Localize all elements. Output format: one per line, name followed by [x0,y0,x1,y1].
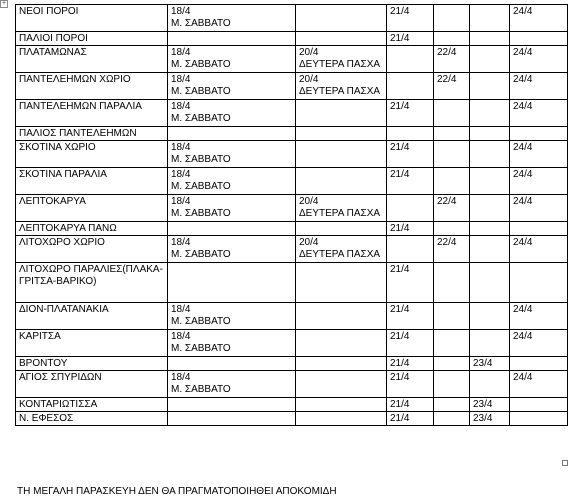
date-cell-6 [510,222,568,236]
date-value: 21/4 [390,372,410,383]
day-label: Μ. ΣΑΒΒΑΤΟ [171,113,231,124]
date-value: 21/4 [390,101,410,112]
date-cell-6 [510,195,568,222]
location-name: ΛΙΤΟΧΩΡΟ ΠΑΡΑΛΙΕΣ(ΠΛΑΚΑ-ΓΡΙΤΣΑ-ΒΑΡΙΚΟ) [19,264,163,287]
location-name: ΠΛΑΤΑΜΩΝΑΣ [19,47,87,58]
location-cell [16,398,168,412]
day-label: Μ. ΣΑΒΒΑΤΟ [171,18,231,29]
date-value: 20/4 [299,74,319,85]
day-label: Μ. ΣΑΒΒΑΤΟ [171,59,231,70]
date-value: 21/4 [390,169,410,180]
date-cell-3 [387,46,434,73]
location-name: ΠΑΝΤΕΛΕΗΜΩΝ ΧΩΡΙΟ [19,74,131,85]
table-row [16,330,568,357]
date-value: 21/4 [390,33,410,44]
date-cell-6 [510,46,568,73]
location-cell [16,73,168,100]
location-name: ΔΙΟΝ-ΠΛΑΤΑΝΑΚΙΑ [19,304,109,315]
date-cell-5 [470,303,510,330]
date-cell-5 [470,330,510,357]
date-cell-5 [470,195,510,222]
date-cell-6 [510,371,568,398]
location-cell [16,127,168,141]
date-cell-2 [296,371,387,398]
date-cell-1 [168,263,296,303]
date-cell-5 [470,100,510,127]
collection-schedule-table [15,4,568,426]
date-value: 18/4 [171,304,191,315]
date-cell-6 [510,263,568,303]
location-cell [16,236,168,263]
location-cell [16,100,168,127]
date-cell-3 [387,263,434,303]
table-row [16,371,568,398]
table-row [16,195,568,222]
table-row [16,222,568,236]
table-row [16,357,568,371]
date-value: 21/4 [390,264,410,275]
date-value: 18/4 [171,372,191,383]
day-label: Μ. ΣΑΒΒΑΤΟ [171,86,231,97]
day-label: ΔΕΥΤΕΡΑ ΠΑΣΧΑ [299,249,381,260]
location-name: ΚΟΝΤΑΡΙΩΤΙΣΣΑ [19,399,98,410]
date-cell-3 [387,141,434,168]
day-label: ΔΕΥΤΕΡΑ ΠΑΣΧΑ [299,208,381,219]
date-cell-4 [434,412,470,426]
date-cell-5 [470,5,510,32]
date-cell-2 [296,357,387,371]
date-cell-5 [470,222,510,236]
day-label: Μ. ΣΑΒΒΑΤΟ [171,154,231,165]
date-cell-4 [434,330,470,357]
date-cell-1 [168,32,296,46]
date-value: 20/4 [299,47,319,58]
location-name: ΠΑΝΤΕΛΕΗΜΩΝ ΠΑΡΑΛΙΑ [19,101,142,112]
location-name: ΝΕΟΙ ΠΟΡΟΙ [19,6,79,17]
date-cell-3 [387,371,434,398]
date-cell-1 [168,371,296,398]
date-value: 24/4 [513,331,533,342]
date-cell-2 [296,141,387,168]
date-cell-2 [296,330,387,357]
table-row [16,263,568,303]
date-value: 23/4 [473,413,493,424]
footer-note: ΤΗ ΜΕΓΑΛΗ ΠΑΡΑΣΚΕΥΗ ΔΕΝ ΘΑ ΠΡΑΓΜΑΤΟΠΟΙΗΘΕΙ ΑΠΟΚΟΜΙΔΗ [17,486,337,497]
date-cell-6 [510,357,568,371]
location-name: ΚΑΡΙΤΣΑ [19,331,61,342]
table-row [16,141,568,168]
table-row [16,127,568,141]
date-cell-3 [387,236,434,263]
location-cell [16,5,168,32]
date-cell-4 [434,398,470,412]
date-cell-3 [387,357,434,371]
date-value: 23/4 [473,358,493,369]
date-cell-2 [296,398,387,412]
day-label: Μ. ΣΑΒΒΑΤΟ [171,249,231,260]
date-cell-3 [387,5,434,32]
date-value: 22/4 [437,47,457,58]
table-row [16,5,568,32]
date-value: 21/4 [390,358,410,369]
date-value: 21/4 [390,223,410,234]
day-label: Μ. ΣΑΒΒΑΤΟ [171,181,231,192]
location-name: ΛΕΠΤΟΚΑΡΥΑ [19,196,86,207]
location-name: ΛΕΠΤΟΚΑΡΥΑ ΠΑΝΩ [19,223,117,234]
date-cell-4 [434,46,470,73]
day-label: Μ. ΣΑΒΒΑΤΟ [171,316,231,327]
date-cell-3 [387,127,434,141]
date-value: 24/4 [513,196,533,207]
date-cell-6 [510,236,568,263]
date-cell-6 [510,127,568,141]
location-name: ΣΚΟΤΙΝΑ ΧΩΡΙΟ [19,142,96,153]
date-cell-4 [434,73,470,100]
day-label: Μ. ΣΑΒΒΑΤΟ [171,384,231,395]
date-cell-5 [470,127,510,141]
table-resize-handle[interactable] [562,460,568,466]
table-row [16,398,568,412]
date-cell-5 [470,32,510,46]
date-cell-4 [434,141,470,168]
date-cell-2 [296,236,387,263]
date-value: 21/4 [390,413,410,424]
date-cell-3 [387,100,434,127]
date-cell-2 [296,127,387,141]
date-cell-5 [470,236,510,263]
date-value: 21/4 [390,399,410,410]
date-cell-2 [296,100,387,127]
location-name: ΛΙΤΟΧΩΡΟ ΧΩΡΙΟ [19,237,105,248]
date-cell-4 [434,100,470,127]
date-cell-5 [470,141,510,168]
date-cell-2 [296,5,387,32]
table-move-handle-icon[interactable]: + [1,0,7,7]
date-cell-6 [510,73,568,100]
date-cell-6 [510,398,568,412]
date-cell-6 [510,168,568,195]
date-cell-2 [296,32,387,46]
date-cell-2 [296,412,387,426]
date-value: 24/4 [513,372,533,383]
date-cell-5 [470,357,510,371]
date-cell-4 [434,357,470,371]
location-name: ΒΡΟΝΤΟΥ [19,358,68,369]
date-cell-4 [434,32,470,46]
date-cell-1 [168,303,296,330]
date-value: 18/4 [171,237,191,248]
day-label: Μ. ΣΑΒΒΑΤΟ [171,343,231,354]
date-cell-5 [470,263,510,303]
date-cell-1 [168,73,296,100]
table-row [16,100,568,127]
date-cell-1 [168,127,296,141]
location-cell [16,195,168,222]
date-value: 21/4 [390,304,410,315]
date-value: 18/4 [171,101,191,112]
date-cell-2 [296,263,387,303]
location-cell [16,303,168,330]
day-label: ΔΕΥΤΕΡΑ ΠΑΣΧΑ [299,86,381,97]
date-value: 23/4 [473,399,493,410]
table-row [16,46,568,73]
table-row [16,168,568,195]
location-name: ΣΚΟΤΙΝΑ ΠΑΡΑΛΙΑ [19,169,107,180]
date-cell-4 [434,168,470,195]
date-value: 24/4 [513,6,533,17]
date-cell-4 [434,303,470,330]
date-cell-6 [510,412,568,426]
date-cell-6 [510,303,568,330]
date-cell-1 [168,5,296,32]
date-cell-3 [387,412,434,426]
location-cell [16,412,168,426]
date-value: 24/4 [513,169,533,180]
date-cell-5 [470,73,510,100]
date-cell-3 [387,398,434,412]
date-cell-5 [470,398,510,412]
date-value: 18/4 [171,142,191,153]
date-cell-5 [470,168,510,195]
date-cell-2 [296,222,387,236]
location-name: ΠΑΛΙΟΣ ΠΑΝΤΕΛΕΗΜΩΝ [19,128,137,139]
date-value: 18/4 [171,74,191,85]
date-cell-1 [168,412,296,426]
day-label: ΔΕΥΤΕΡΑ ΠΑΣΧΑ [299,59,381,70]
date-cell-4 [434,195,470,222]
date-value: 21/4 [390,331,410,342]
location-cell [16,330,168,357]
date-value: 24/4 [513,101,533,112]
date-value: 21/4 [390,142,410,153]
date-value: 20/4 [299,237,319,248]
date-value: 18/4 [171,169,191,180]
date-value: 20/4 [299,196,319,207]
day-label: Μ. ΣΑΒΒΑΤΟ [171,208,231,219]
date-cell-6 [510,330,568,357]
date-cell-4 [434,5,470,32]
date-cell-5 [470,371,510,398]
date-cell-2 [296,73,387,100]
date-value: 24/4 [513,304,533,315]
date-value: 24/4 [513,142,533,153]
date-value: 22/4 [437,74,457,85]
date-cell-6 [510,141,568,168]
date-cell-1 [168,195,296,222]
date-cell-4 [434,127,470,141]
location-cell [16,141,168,168]
date-cell-1 [168,168,296,195]
date-value: 18/4 [171,6,191,17]
date-cell-4 [434,222,470,236]
date-cell-3 [387,168,434,195]
date-cell-2 [296,46,387,73]
date-cell-1 [168,100,296,127]
date-cell-4 [434,371,470,398]
location-cell [16,32,168,46]
table-row [16,32,568,46]
date-cell-3 [387,222,434,236]
location-cell [16,168,168,195]
location-cell [16,371,168,398]
location-cell [16,263,168,303]
date-cell-1 [168,141,296,168]
location-cell [16,46,168,73]
date-cell-4 [434,263,470,303]
table-row [16,412,568,426]
date-cell-2 [296,195,387,222]
date-value: 22/4 [437,237,457,248]
location-name: ΑΓΙΟΣ ΣΠΥΡΙΔΩΝ [19,372,102,383]
date-value: 18/4 [171,47,191,58]
location-name: Ν. ΕΦΕΣΟΣ [19,413,74,424]
date-cell-1 [168,357,296,371]
date-cell-3 [387,195,434,222]
date-cell-6 [510,100,568,127]
date-cell-1 [168,398,296,412]
date-cell-1 [168,330,296,357]
date-value: 18/4 [171,331,191,342]
date-cell-6 [510,5,568,32]
date-cell-3 [387,32,434,46]
date-value: 24/4 [513,74,533,85]
date-cell-2 [296,303,387,330]
table-row [16,303,568,330]
date-cell-1 [168,222,296,236]
date-cell-1 [168,236,296,263]
date-value: 22/4 [437,196,457,207]
date-value: 24/4 [513,237,533,248]
date-cell-3 [387,330,434,357]
date-cell-4 [434,236,470,263]
date-cell-2 [296,168,387,195]
table-row [16,236,568,263]
date-cell-3 [387,303,434,330]
date-cell-6 [510,32,568,46]
location-cell [16,357,168,371]
date-cell-5 [470,412,510,426]
table-row [16,73,568,100]
date-value: 18/4 [171,196,191,207]
date-value: 24/4 [513,47,533,58]
date-cell-5 [470,46,510,73]
date-cell-3 [387,73,434,100]
date-value: 21/4 [390,6,410,17]
location-name: ΠΑΛΙΟΙ ΠΟΡΟΙ [19,33,88,44]
date-cell-1 [168,46,296,73]
location-cell [16,222,168,236]
